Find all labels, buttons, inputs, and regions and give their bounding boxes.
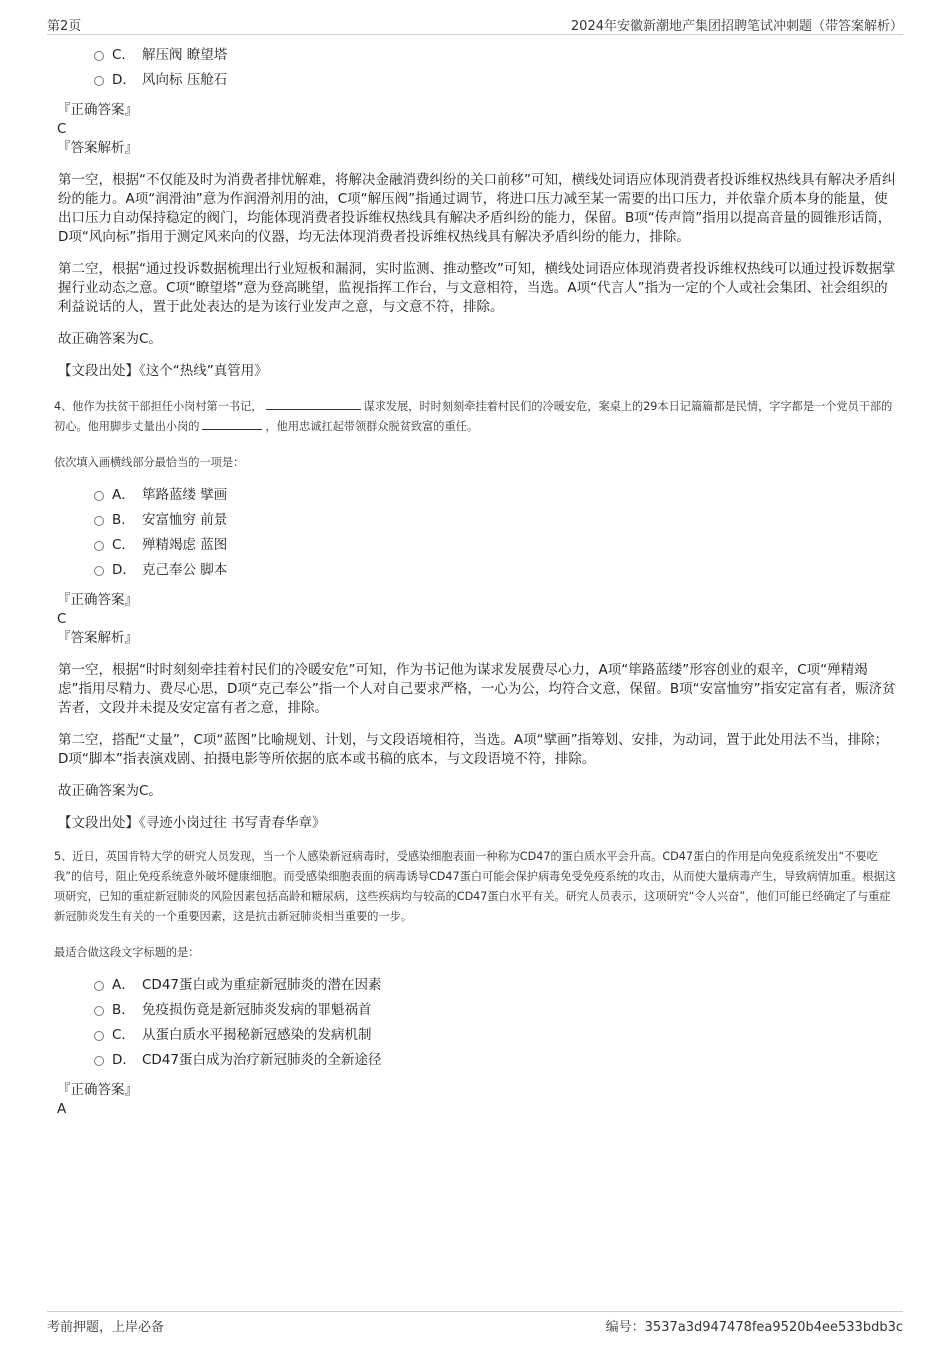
radio-icon[interactable] [94,1006,104,1016]
option-b[interactable]: B． 免疫损伤竟是新冠肺炎发病的罪魁祸首 [56,999,898,1024]
radio-icon[interactable] [94,1031,104,1041]
radio-icon[interactable] [94,981,104,991]
radio-icon[interactable] [94,516,104,526]
option-a[interactable]: A． 筚路蓝缕 擘画 [56,484,898,509]
radio-icon[interactable] [94,51,104,61]
document-content [56,44,898,1119]
radio-icon[interactable] [94,566,104,576]
source-citation: 【文段出处】《寻迹小岗过往 书写青春华章》 [58,815,326,831]
radio-icon[interactable] [94,541,104,551]
document-code: 编号：3537a3d947478fea9520b4ee533bdb3c [605,1320,903,1335]
option-d[interactable]: D． 克己奉公 脚本 [56,559,898,584]
answer-label: 『正确答案』 [57,1082,138,1098]
page-number: 第2页 [47,19,82,34]
question-stem: 5、近日，英国肯特大学的研究人员发现，当一个人感染新冠病毒时，受感染细胞表面一种称为CD47的蛋白质水平会升高。CD47蛋白的作用是向免疫系统发出“不要吃我”的信号，阻止免疫系统意外破坏健康细胞。而受感染细胞表面的病毒诱导CD47蛋白可能会保护病毒免受免疫系统的攻击，从而使大量病毒产生，导致病情加重。根据这项研究，已知的重症新冠肺炎的风险因素包括高龄和糖尿病，这些疾病均与较高的CD47蛋白水平有关。研究人员表示，这项研究“令人兴奋”，他们可能已经确定了与重症新冠肺炎发生有关的一个重要因素，这是抗击新冠肺炎相当重要的一步。 [54,850,896,923]
source-citation: 【文段出处】《这个“热线”真管用》 [58,363,268,379]
option-d[interactable]: D． 风向标 压舱石 [56,69,898,94]
document-title: 2024年安徽新潮地产集团招聘笔试冲刺题（带答案解析） [570,19,903,34]
conclusion: 故正确答案为C。 [58,331,162,347]
correct-answer: C [57,611,67,627]
radio-icon[interactable] [94,1056,104,1066]
q4-options [56,484,898,584]
analysis-paragraph: 第二空，搭配“丈量”，C项“蓝图”比喻规划、计划，与文段语境相符，当选。A项“擘画”指筹划、安排，为动词，置于此处用法不当，排除；D项“脚本”指表演戏剧、拍摄电影等所依据的底本或书稿的底本，与文段语境不符，排除。 [58,732,889,767]
correct-answer: A [57,1101,67,1117]
option-c[interactable]: C． 解压阀 瞭望塔 [56,44,898,69]
question-stem: 4、他作为扶贫干部担任小岗村第一书记， 谋求发展，时时刻刻牵挂着村民们的冷暖安危，案桌上的29本日记篇篇都是民情，字字都是一个党员干部的初心。他用脚步丈量出小岗的 ，他用忠诚扛起带领群众脱贫致富的重任。 [54,397,898,437]
answer-label: 『正确答案』 [57,592,138,608]
conclusion: 故正确答案为C。 [58,783,162,799]
analysis-label: 『答案解析』 [57,630,138,646]
footer-slogan: 考前押题，上岸必备 [47,1320,165,1335]
analysis-paragraph: 第一空，根据“不仅能及时为消费者排忧解难，将解决金融消费纠纷的关口前移”可知，横线处词语应体现消费者投诉维权热线具有解决矛盾纠纷的能力。A项“润滑油”意为作润滑剂用的油，C项“解压阀”指通过调节，将进口压力减至某一需要的出口压力，并依靠介质本身的能量，使出口压力自动保持稳定的阀门，均能体现消费者投诉维权热线具有解决矛盾纠纷的能力，保留。B项“传声筒”指用以提高音量的圆锥形话筒，D项“风向标”指用于测定风来向的仪器，均无法体现消费者投诉维权热线具有解决矛盾纠纷的能力，排除。 [58,172,896,245]
option-c[interactable]: C． 殚精竭虑 蓝图 [56,534,898,559]
page-footer [47,1311,903,1336]
analysis-paragraph: 第二空，根据“通过投诉数据梳理出行业短板和漏洞，实时监测、推动整改”可知，横线处词语应体现消费者投诉维权热线可以通过投诉数据掌握行业动态之意。C项“瞭望塔”意为登高眺望，监视指挥工作台，与文意相符，当选。A项“代言人”指为一定的个人或社会集团、社会组织的利益说话的人，置于此处表达的是为该行业发声之意，与文意不符，排除。 [58,261,896,315]
analysis-label: 『答案解析』 [57,140,138,156]
q3-options [56,44,898,94]
option-c[interactable]: C． 从蛋白质水平揭秘新冠感染的发病机制 [56,1024,898,1049]
correct-answer: C [57,121,67,137]
option-d[interactable]: D． CD47蛋白成为治疗新冠肺炎的全新途径 [56,1049,898,1074]
option-a[interactable]: A． CD47蛋白或为重症新冠肺炎的潜在因素 [56,974,898,999]
analysis-paragraph: 第一空，根据“时时刻刻牵挂着村民们的冷暖安危”可知，作为书记他为谋求发展费尽心力，A项“筚路蓝缕”形容创业的艰辛，C项“殚精竭虑”指用尽精力、费尽心思，D项“克己奉公”指一个人对自己要求严格，一心为公，均符合文意，保留。B项“安富恤穷”指安定富有者，赈济贫苦者，文段并未提及安定富有者之意，排除。 [58,662,896,716]
option-b[interactable]: B． 安富恤穷 前景 [56,509,898,534]
question-prompt: 最适合做这段文字标题的是： [54,946,200,959]
fill-blank [202,417,262,430]
question-prompt: 依次填入画横线部分最恰当的一项是： [54,456,245,469]
q5-options [56,974,898,1074]
page-header [47,12,903,35]
radio-icon[interactable] [94,491,104,501]
answer-label: 『正确答案』 [57,102,138,118]
radio-icon[interactable] [94,76,104,86]
fill-blank [266,397,361,410]
